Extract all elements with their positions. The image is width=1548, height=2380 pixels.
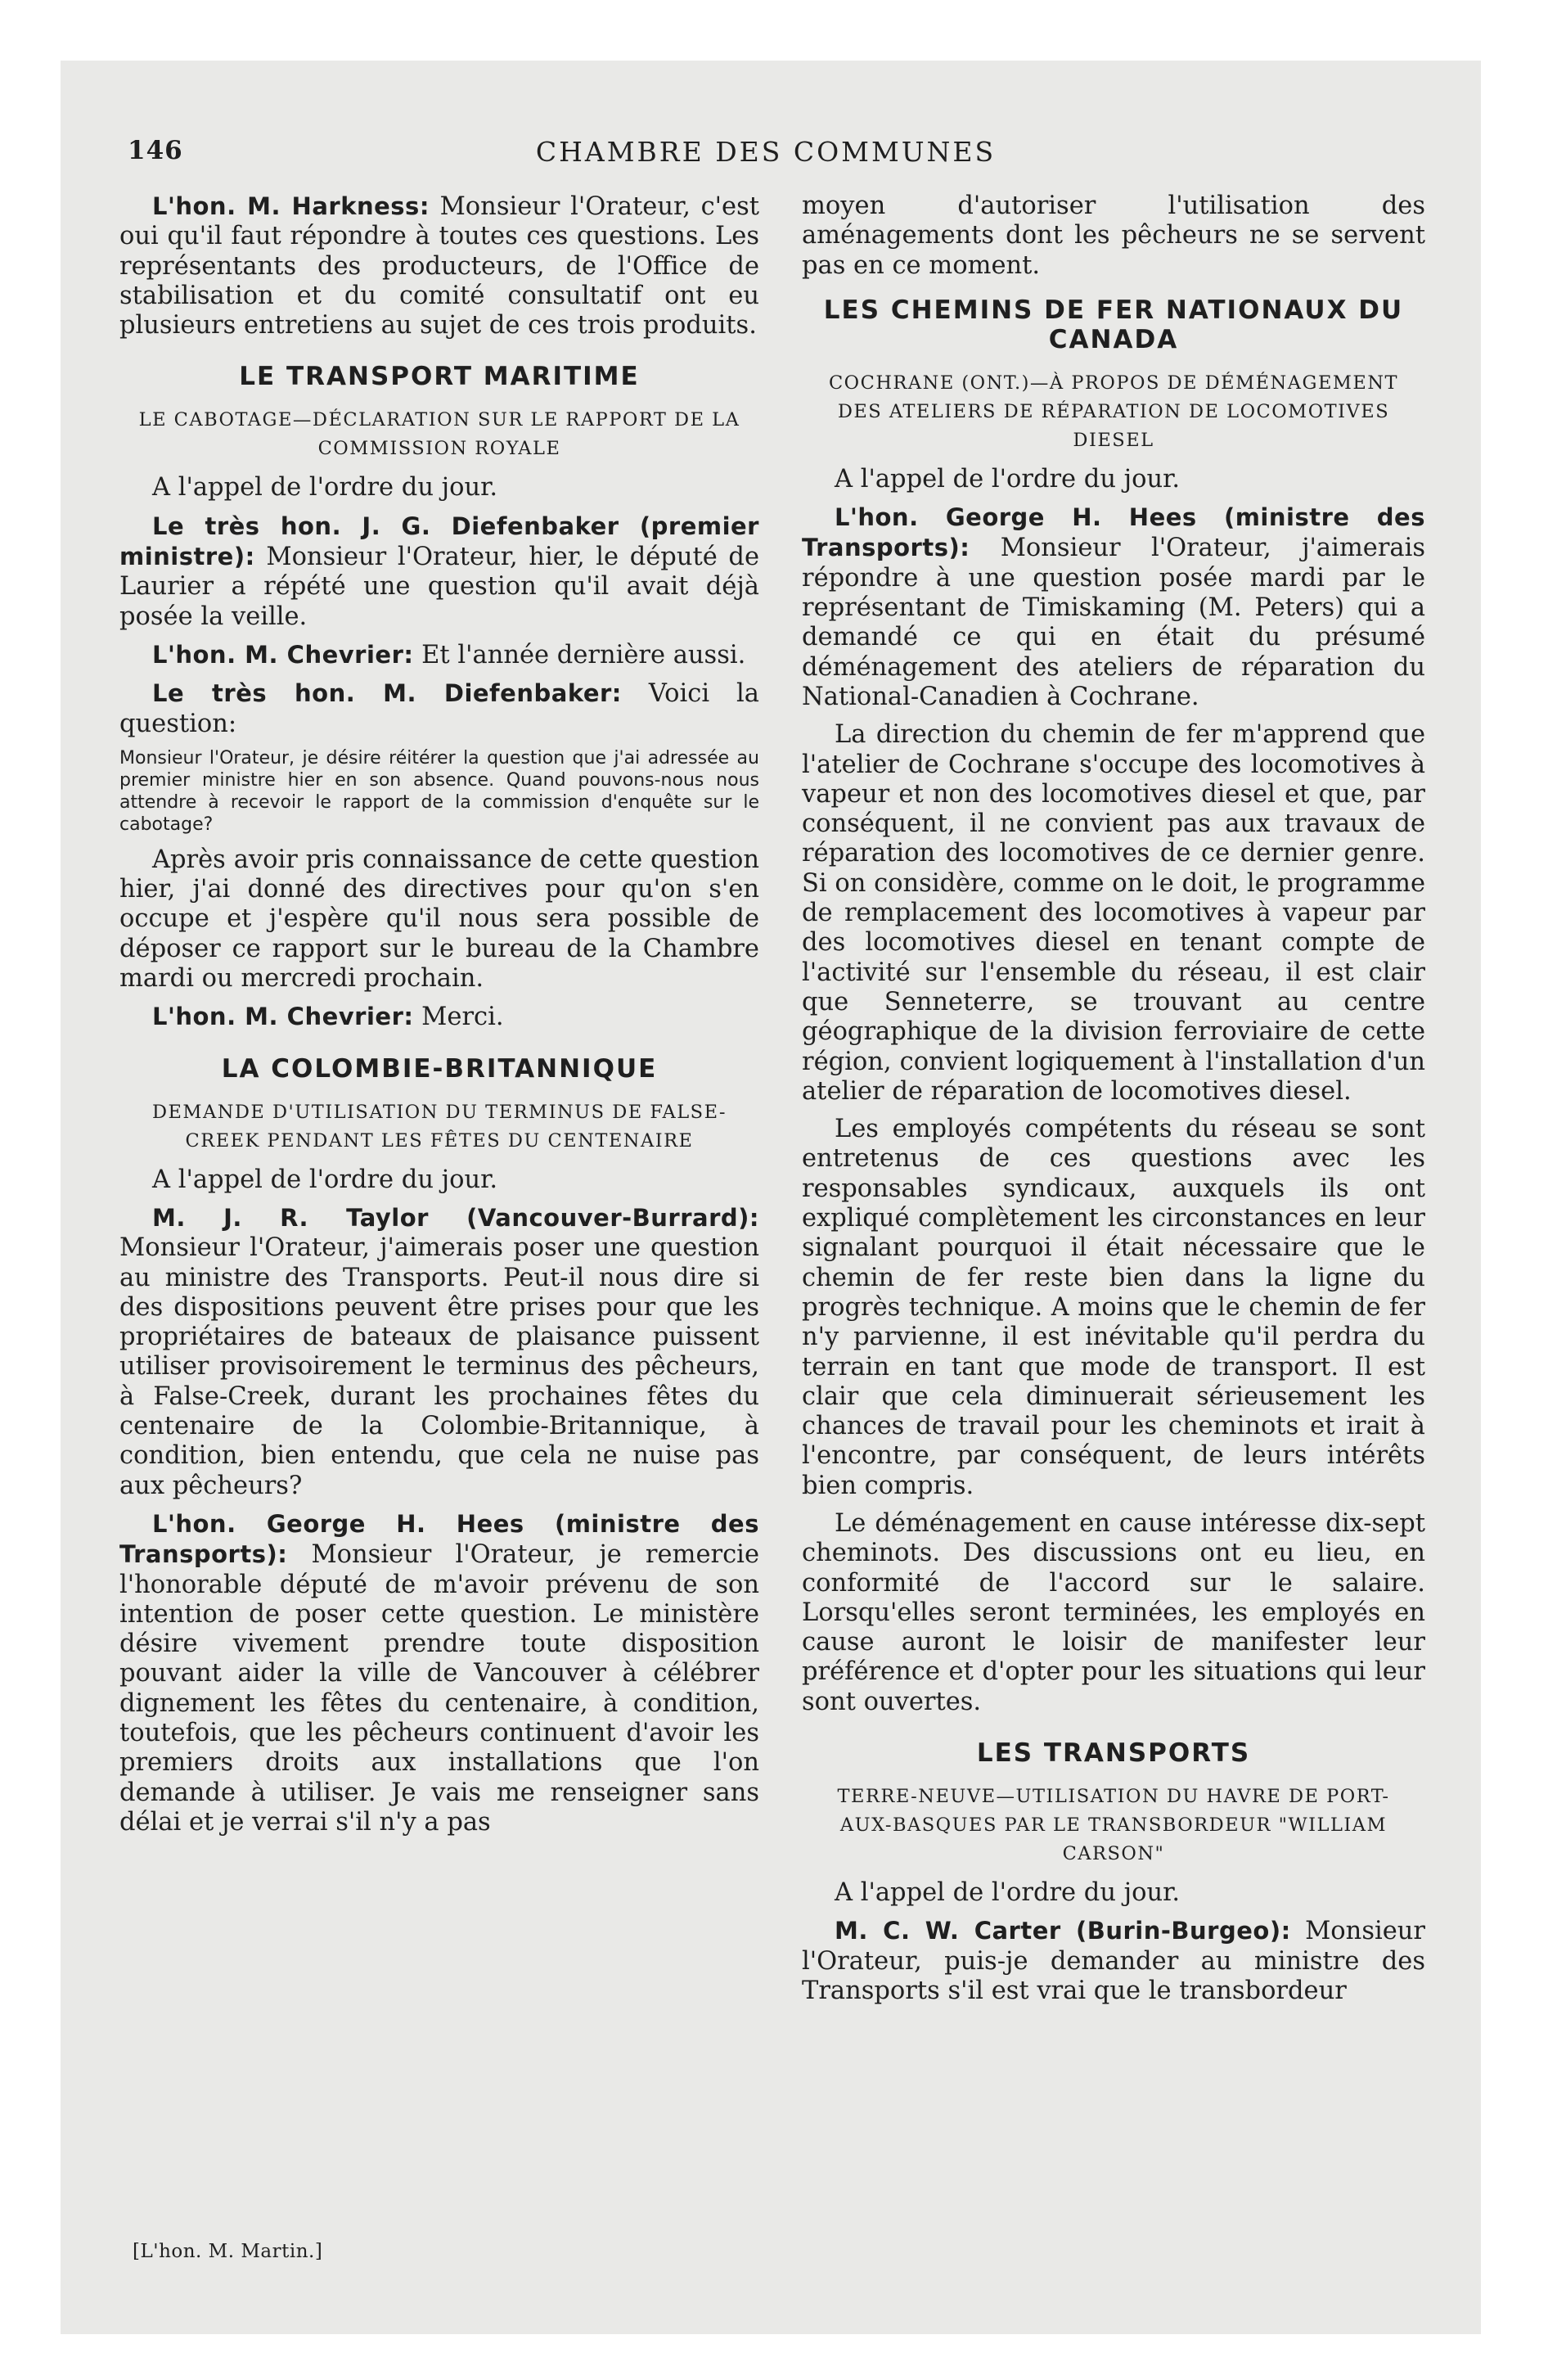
paragraph: Les employés compétents du réseau se sont entretenus de ces questions avec les responsables syndicaux, auxquels ils ont expliqué complètement les circonstances en leur signalant pourquoi il était nécessaire que le chemin de fer reste bien dans la ligne du progrès technique. A moins que le chemin de fer n'y parvienne, il est inévitable qu'il perdra du terrain en tant que mode de transport. Il est clair que cela diminuerait sérieusement les chances de travail pour les cheminots et irait à l'encontre, par conséquent, de leurs intérêts bien compris.: [802, 1115, 1425, 1500]
paragraph: La direction du chemin de fer m'apprend que l'atelier de Cochrane s'occupe des locomotives à vapeur et non des locomotives diesel et que, par conséquent, il ne convient pas aux travaux de réparation des locomotives de ce dernier genre. Si on considère, comme on le doit, le programme de remplacement des locomotives à vapeur par des locomotives diesel en tenant compte de l'activité sur l'ensemble du réseau, il est clair que Senneterre, se trouvant au centre géographique de la division ferroviaire de cette région, convient logiquement à l'installation d'un atelier de réparation de locomotives diesel.: [802, 720, 1425, 1106]
speaker-name: L'hon. M. Harkness:: [152, 192, 430, 220]
paragraph: [119, 192, 759, 340]
paragraph: [802, 1916, 1425, 2006]
speech-text: Monsieur l'Orateur, j'aimerais poser une question au ministre des Transports. Peut-il nous dire si des dispositions peuvent être prises pour que les propriétaires de bateaux de plaisance puissent utiliser provisoirement le terminus des pêcheurs, à False-Creek, durant les prochaines fêtes du centenaire de la Colombie-Britannique, à condition, bien entendu, que cela ne nuise pas aux pêcheurs?: [119, 1233, 759, 1500]
paragraph: A l'appel de l'ordre du jour.: [152, 473, 498, 503]
page-title: CHAMBRE DES COMMUNES: [535, 136, 997, 168]
page-number: 146: [128, 136, 183, 165]
paragraph: A l'appel de l'ordre du jour.: [835, 1878, 1181, 1908]
paragraph: [119, 1203, 759, 1501]
section-subheading: TERRE-NEUVE—UTILISATION DU HAVRE DE PORT-AUX-BASQUES PAR LE TRANSBORDEUR "WILLIAM CARSON": [837, 1786, 1390, 1865]
footer-note: [L'hon. M. Martin.]: [133, 2241, 323, 2262]
speaker-name: L'hon. George H. Hees (ministre des Transports):: [802, 503, 1425, 562]
speaker-name: L'hon. George H. Hees (ministre des Transports):: [119, 1509, 759, 1569]
block-quote: Monsieur l'Orateur, je désire réitérer la question que j'ai adressée au premier ministre hier en son absence. Quand pouvons-nous nous attendre à recevoir le rapport de la commission d'enquête sur le cabotage?: [119, 747, 759, 835]
speaker-name: Le très hon. J. G. Diefenbaker (premier ministre):: [119, 512, 759, 571]
section-subheading: COCHRANE (ONT.)—À PROPOS DE DÉMÉNAGEMENT DES ATELIERS DE RÉPARATION DE LOCOMOTIVES DIESEL: [828, 372, 1399, 451]
speech-text: Monsieur l'Orateur, j'aimerais répondre à une question posée mardi par le représentant de Timiskaming (M. Peters) qui a demandé ce qui en était du présumé déménagement des ateliers de réparation du National-Canadien à Cochrane.: [802, 534, 1425, 711]
running-header: [128, 136, 1404, 177]
paragraph: moyen d'autoriser l'utilisation des aménagements dont les pêcheurs ne se servent pas en ce moment.: [802, 192, 1425, 280]
section-heading: LES CHEMINS DE FER NATIONAUX DU CANADA: [823, 295, 1404, 354]
speaker-name: Le très hon. M. Diefenbaker:: [152, 679, 622, 708]
paragraph: [119, 512, 759, 632]
paragraph: [119, 640, 759, 670]
speech-text: Et l'année dernière aussi.: [421, 640, 746, 669]
speech-text: Merci.: [421, 1003, 504, 1032]
section-heading: LE TRANSPORT MARITIME: [239, 362, 640, 392]
speech-text: Monsieur l'Orateur, puis-je demander au ministre des Transports s'il est vrai que le transbordeur: [802, 1917, 1425, 2005]
speech-text: Monsieur l'Orateur, c'est oui qu'il faut répondre à toutes ces questions. Les représentants des producteurs, de l'Office de stabilisation et du comité consultatif ont eu plusieurs entretiens au sujet de ces trois produits.: [119, 192, 759, 340]
speech-text: Monsieur l'Orateur, hier, le député de Laurier a répété une question qu'il avait déjà posée la veille.: [119, 543, 759, 631]
speaker-name: M. J. R. Taylor (Vancouver-Burrard):: [152, 1203, 759, 1232]
speaker-name: L'hon. M. Chevrier:: [152, 1003, 414, 1031]
section-subheading: LE CABOTAGE—DÉCLARATION SUR LE RAPPORT DE LA COMMISSION ROYALE: [138, 409, 740, 460]
section-heading: LA COLOMBIE-BRITANNIQUE: [221, 1053, 658, 1084]
document-page: [61, 61, 1481, 2334]
right-column: [802, 192, 1425, 2014]
speaker-name: L'hon. M. Chevrier:: [152, 640, 414, 669]
section-heading: LES TRANSPORTS: [976, 1738, 1251, 1769]
paragraph: [119, 678, 759, 739]
paragraph: Après avoir pris connaissance de cette question hier, j'ai donné des directives pour qu'on s'en occupe et j'espère qu'il nous sera possible de déposer ce rapport sur le bureau de la Chambre mardi ou mercredi prochain.: [119, 845, 759, 994]
paragraph: A l'appel de l'ordre du jour.: [152, 1165, 498, 1194]
speech-text: Monsieur l'Orateur, je remercie l'honorable député de m'avoir prévenu de son intention de poser cette question. Le ministère désire vivement prendre toute disposition pouvant aider la ville de Vancouver à célébrer dignement les fêtes du centenaire, à condition, toutefois, que les pêcheurs continuent d'avoir les premiers droits aux installations que l'on demande à utiliser. Je vais me renseigner sans délai et je verrai s'il n'y a pas: [119, 1540, 759, 1837]
paragraph: [119, 1509, 759, 1837]
paragraph: [119, 1002, 759, 1032]
left-column: [119, 192, 759, 1846]
section-subheading: DEMANDE D'UTILISATION DU TERMINUS DE FALSE-CREEK PENDANT LES FÊTES DU CENTENAIRE: [151, 1101, 727, 1152]
paragraph: A l'appel de l'ordre du jour.: [835, 464, 1181, 494]
paragraph: [802, 503, 1425, 712]
speaker-name: M. C. W. Carter (Burin-Burgeo):: [835, 1917, 1291, 1945]
paragraph: Le déménagement en cause intéresse dix-sept cheminots. Des discussions ont eu lieu, en conformité de l'accord sur le salaire. Lorsqu'elles seront terminées, les employés en cause auront le loisir de manifester leur préférence et d'opter pour les situations qui leur sont ouvertes.: [802, 1508, 1425, 1716]
speech-text: Voici la question:: [119, 679, 759, 738]
